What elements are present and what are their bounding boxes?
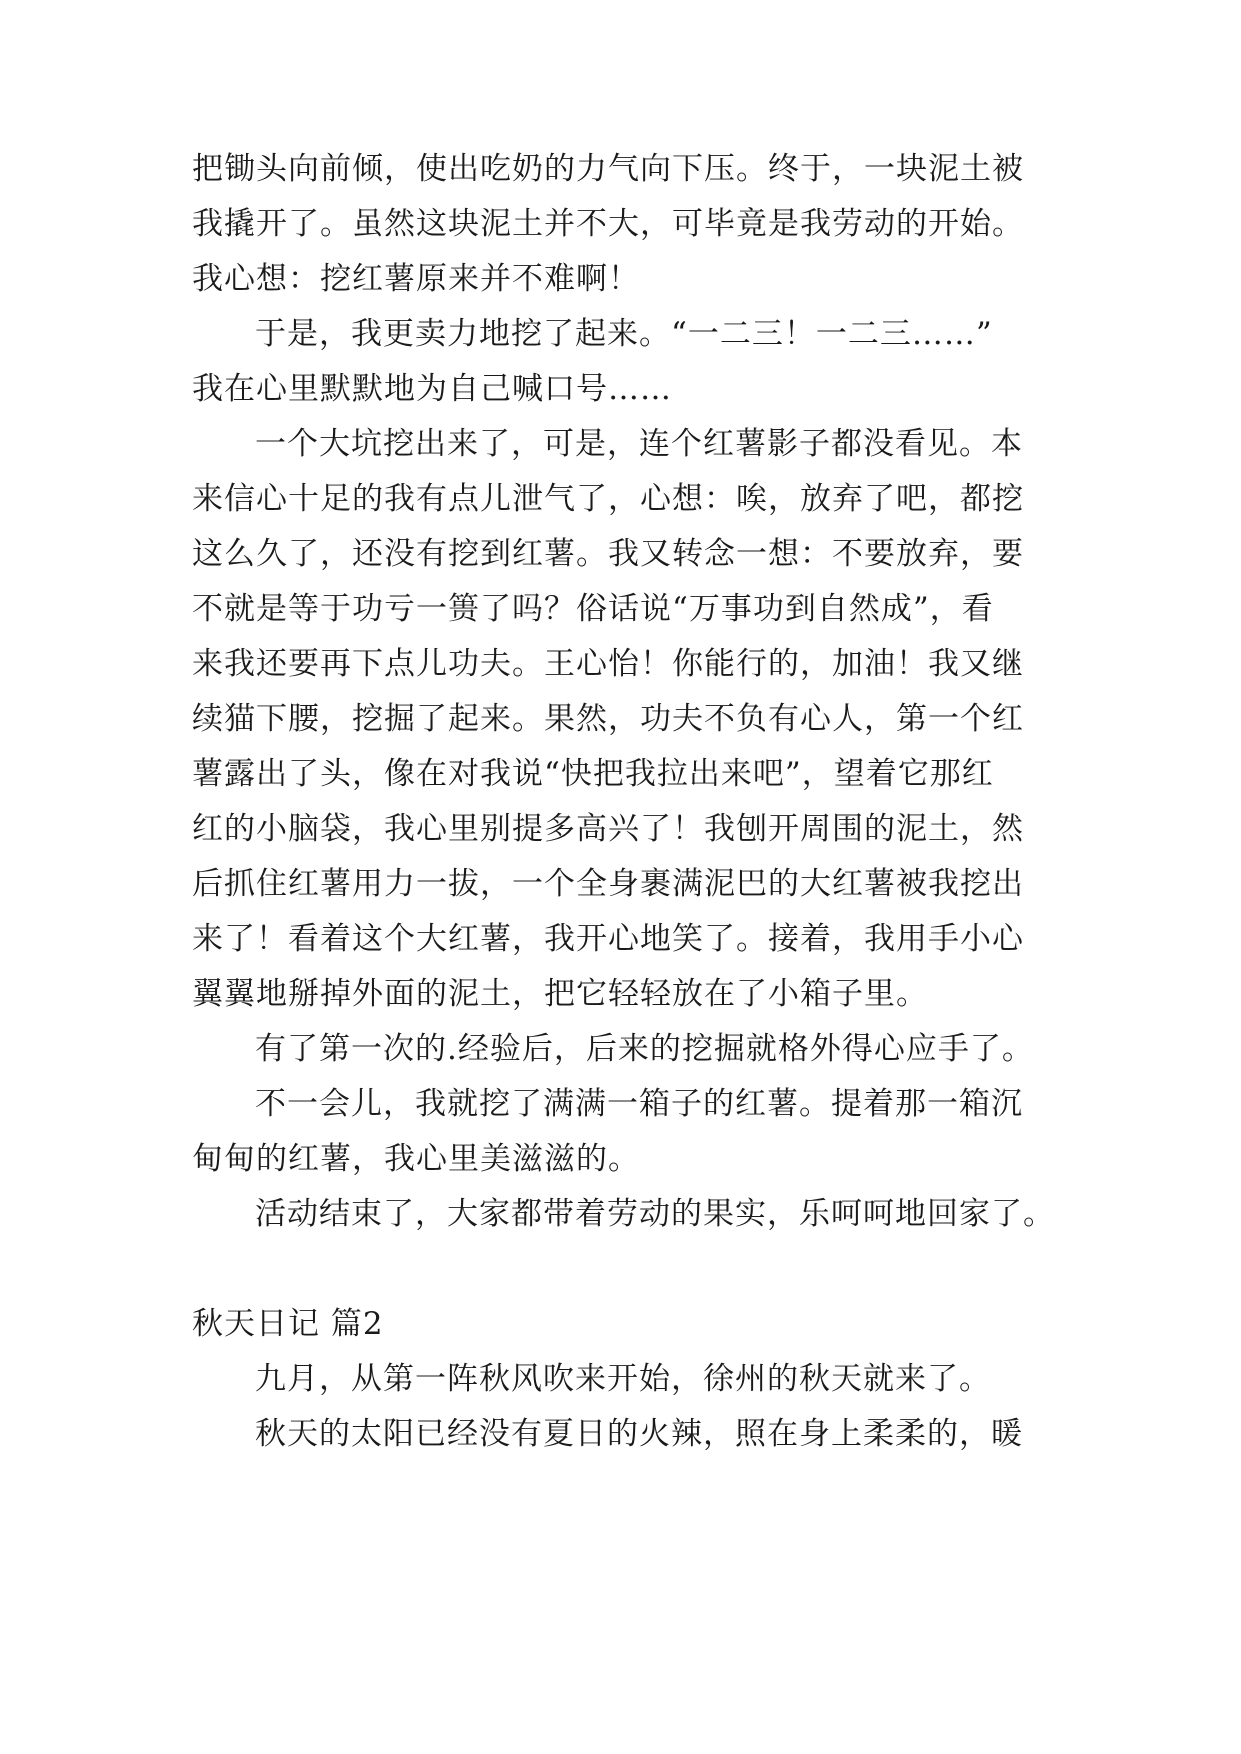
paragraph-line: 于是，我更卖力地挖了起来。“一二三！一二三……” bbox=[255, 316, 993, 352]
paragraph-line: 翼翼地掰掉外面的泥土，把它轻轻放在了小箱子里。 bbox=[192, 976, 928, 1012]
paragraph-line: 来我还要再下点儿功夫。王心怡！你能行的，加油！我又继 bbox=[192, 646, 1024, 682]
paragraph-line: 这么久了，还没有挖到红薯。我又转念一想：不要放弃，要 bbox=[192, 536, 1024, 572]
paragraph-line: 秋天的太阳已经没有夏日的火辣，照在身上柔柔的，暖 bbox=[255, 1416, 1023, 1452]
paragraph-line: 我心想：挖红薯原来并不难啊！ bbox=[192, 261, 640, 297]
paragraph-line: 红的小脑袋，我心里别提多高兴了！我刨开周围的泥土，然 bbox=[192, 811, 1024, 847]
paragraph-line: 来了！看着这个大红薯，我开心地笑了。接着，我用手小心 bbox=[192, 921, 1024, 957]
paragraph-line: 我在心里默默地为自己喊口号…… bbox=[192, 371, 672, 407]
paragraph-line: 不一会儿，我就挖了满满一箱子的红薯。提着那一箱沉 bbox=[255, 1086, 1023, 1122]
paragraph-line: 活动结束了，大家都带着劳动的果实，乐呵呵地回家了。 bbox=[255, 1196, 1055, 1232]
paragraph-line: 不就是等于功亏一篑了吗？俗话说“万事功到自然成”，看 bbox=[192, 591, 994, 627]
paragraph-line: 续猫下腰，挖掘了起来。果然，功夫不负有心人，第一个红 bbox=[192, 701, 1024, 737]
paragraph-line: 有了第一次的.经验后，后来的挖掘就格外得心应手了。 bbox=[255, 1031, 1034, 1067]
paragraph-line: 后抓住红薯用力一拔，一个全身裹满泥巴的大红薯被我挖出 bbox=[192, 866, 1024, 902]
paragraph-line: 我撬开了。虽然这块泥土并不大，可毕竟是我劳动的开始。 bbox=[192, 206, 1024, 242]
paragraph-line: 九月，从第一阵秋风吹来开始，徐州的秋天就来了。 bbox=[255, 1361, 991, 1397]
paragraph-line: 薯露出了头，像在对我说“快把我拉出来吧”，望着它那红 bbox=[192, 756, 994, 792]
paragraph-line: 甸甸的红薯，我心里美滋滋的。 bbox=[192, 1141, 640, 1177]
paragraph-line: 来信心十足的我有点儿泄气了，心想：唉，放弃了吧，都挖 bbox=[192, 481, 1024, 517]
section-heading: 秋天日记 篇2 bbox=[192, 1306, 384, 1342]
paragraph-line: 把锄头向前倾，使出吃奶的力气向下压。终于，一块泥土被 bbox=[192, 151, 1024, 187]
paragraph-line: 一个大坑挖出来了，可是，连个红薯影子都没看见。本 bbox=[255, 426, 1023, 462]
